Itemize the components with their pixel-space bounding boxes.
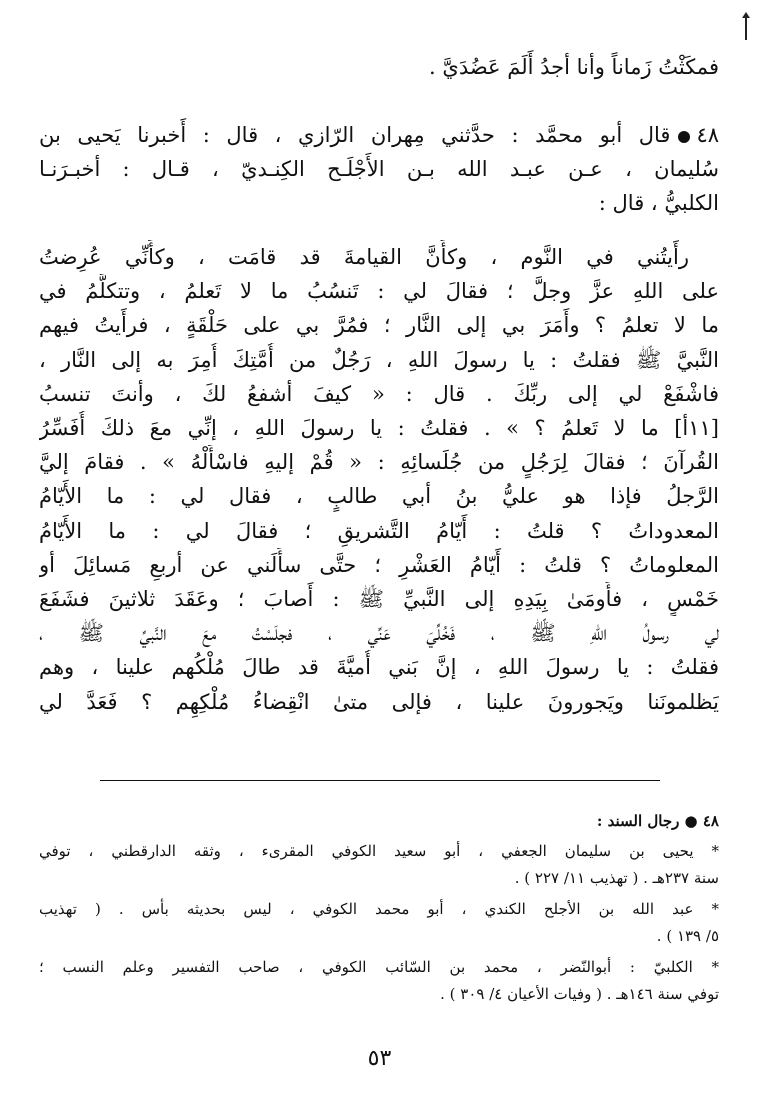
text-line: فقلتُ : يا رسولَ اللهِ ، إنَّ بَني أُميَّةَ قد طالَ مُلْكُهم علينا ، وهم [39, 655, 719, 680]
text-line: الكلبيُّ ، قال : [598, 191, 719, 215]
footnote-divider [100, 780, 660, 781]
text-line: المعلوماتُ ؟ قلتُ : أَيّامُ العَشْرِ ؛ حتَّى سأَلَني عن أربعِ مَسائِلَ أو [39, 552, 719, 577]
continued-text [39, 50, 719, 84]
hadith-header [39, 118, 719, 220]
text-line: النَّبيَّ ﷺ فقلتُ : يا رسولَ اللهِ ، رَجُلٌ من أُمَّتِكَ أُمِرَ به إلى النَّار ، [39, 347, 719, 372]
text-line [39, 118, 719, 152]
footnote-line: * يحيى بن سليمان الجعفي ، أبو سعيد الكوفي المقرىء ، وثقه الدارقطني ، توفي [39, 842, 719, 860]
hadith-number: ٤٨ [696, 123, 719, 147]
footnotes [39, 808, 719, 1008]
page-number: ٥٣ [367, 1046, 392, 1071]
text-line: فمكَثْتُ زَماناً وأنا أجدُ أَلَمَ عَضُدَيَّ . [429, 55, 719, 79]
text-line: سُليمان ، عـن عبـد الله بـن الأَجْلَـح الكِنـديّ ، قـال : أخبـرَنـا [39, 157, 719, 181]
footnote-line: * الكلبيّ : أبوالنّضر ، محمد بن السّائب الكوفي ، صاحب التفسير وعلم النسب ؛ [39, 958, 719, 976]
text-line: خَمْسٍ ، فأَومَىٰ بِيَدِهِ إلى النَّبيِّ ﷺ : أَصابَ ؛ وعَقَدَ ثلاثينَ فشَفَعَ [39, 587, 719, 612]
footnotes-title: ٤٨ ● رجال السند : [596, 812, 719, 830]
text-line: فاشْفَعْ لي إلى ربِّكَ . قال : « كيفَ أشفعُ لكَ ، وأنتَ تنسبُ [39, 381, 719, 406]
text-line: المعدوداتُ ؟ قلتُ : أَيّامُ التَّشريقِ ؛ فقالَ لي : ما الأَيّامُ [39, 518, 719, 543]
bullet-icon [678, 131, 690, 143]
scroll-marker-icon [745, 18, 747, 40]
footnote-line: سنة ٢٣٧هـ . ( تهذيب ١١/ ٢٢٧ ) . [514, 869, 719, 887]
footnote-line: ٥/ ١٣٩ ) . [656, 927, 719, 945]
text-line: لي رسولُ اللهِ ﷺ ، فَخُلِّيَ عَنِّي ، فجلَسْتُ معَ النَّبيِّ ﷺ ، [39, 621, 719, 646]
text-span: قال أبو محمَّد : حدَّثني مِهران الرّازي ، قال : أَخبرنا يَحيى بن [39, 123, 671, 147]
footnote-line: * عبد الله بن الأجلح الكندي ، أبو محمد الكوفي ، ليس بحديثه بأس . ( تهذيب [39, 900, 719, 918]
text-line: على اللهِ عزَّ وجلَّ ؛ فقالَ لي : تَنسُبُ ما لا تَعلمُ ، وتتكلَّمُ في [39, 279, 719, 304]
text-line: [١١أ] ما لا تَعلمُ ؟ » . فقلتُ : يا رسولَ اللهِ ، إنِّي معَ ذلكَ أُفَسِّرُ [39, 416, 719, 441]
text-line: الرَّجلُ فإذا هو عليُّ بنُ أبي طالبٍ ، فقال لي : ما الأَيّامُ [39, 484, 719, 509]
hadith-body [39, 240, 719, 719]
text-line: القُرآنَ ؛ فقالَ لِرَجُلٍ من جُلَسائِهِ : « قُمْ إليهِ فاسْأَلْهُ » . فقامَ إليَّ [39, 450, 719, 475]
text-line: ما لا تعلمُ ؟ وأَمَرَ بي إلى النَّار ؛ فمُرَّ بي على حَلْقَةٍ ، فرأَيتُ فيهم [39, 313, 719, 338]
text-line: رأَيتُني في النَّوم ، وكأَنَّ القيامةَ قد قامَت ، وكأَنِّي عُرِضتُ [39, 245, 689, 269]
footnote-line: توفي سنة ١٤٦هـ . ( وفيات الأعيان ٤/ ٣٠٩ ) . [440, 985, 719, 1003]
text-line: يَظلمونَنا ويَجورونَ علينا ، فإلى متىٰ انْقِضاءُ مُلْكِهِم ؟ فَعَدَّ لي [39, 689, 719, 714]
